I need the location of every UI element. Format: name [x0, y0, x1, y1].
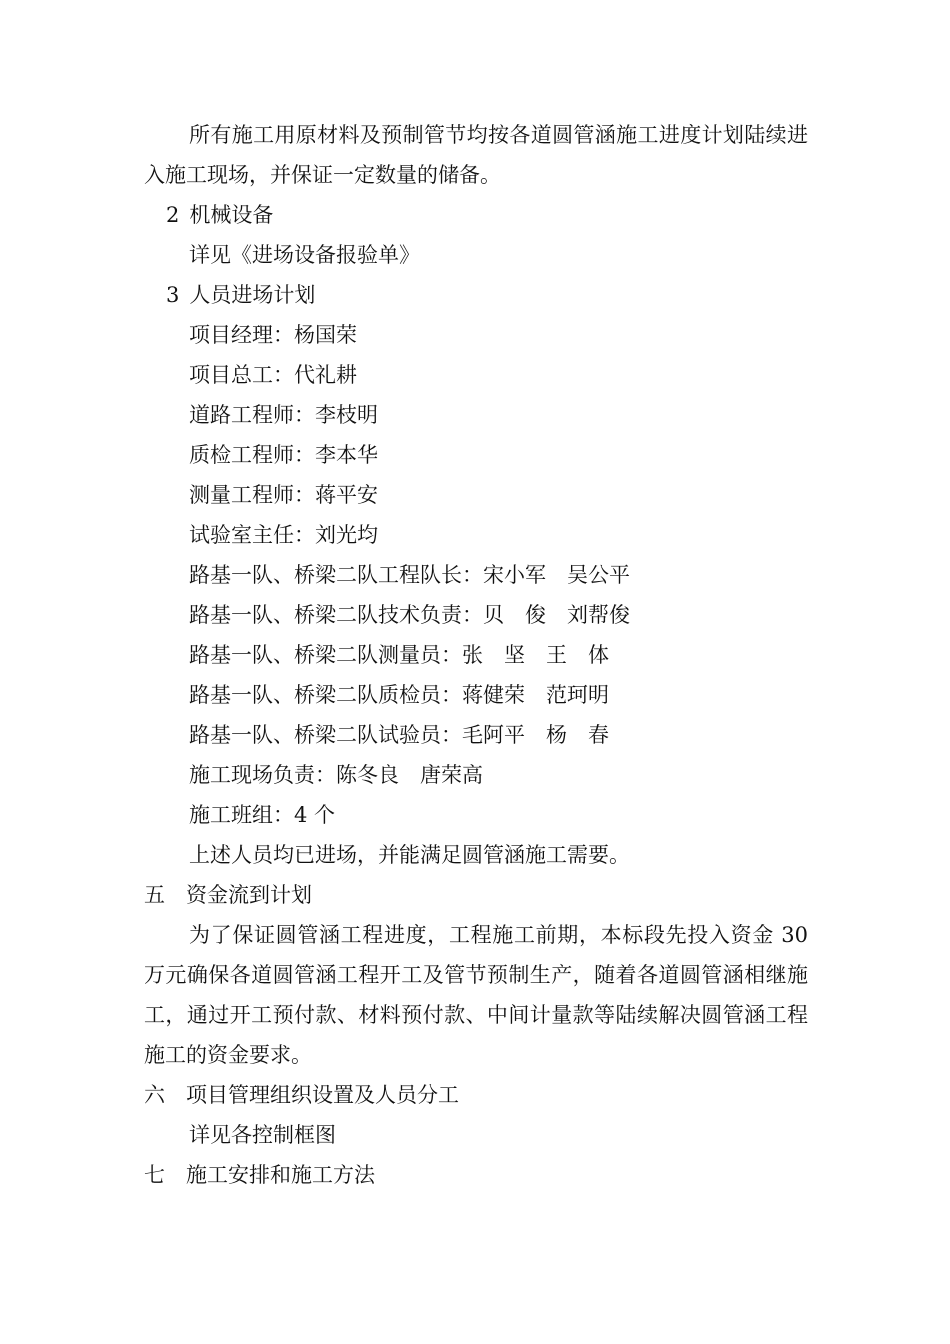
surveyor-name-a1: 张: [462, 643, 483, 667]
staff-project-manager: 项目经理：杨国荣: [189, 323, 357, 347]
tech-lead-name-a2: 俊: [525, 603, 546, 627]
section-5-title: 资金流到计划: [186, 883, 312, 907]
site-lead-name-a: 陈冬良: [336, 763, 399, 787]
section-6-body: 详见各控制框图: [189, 1123, 336, 1147]
staff-chief-engineer: 项目总工：代礼耕: [189, 363, 357, 387]
staff-survey-engineer: 测量工程师：蒋平安: [189, 483, 378, 507]
site-lead-name-b: 唐荣高: [420, 763, 483, 787]
team-leader-label: 路基一队、桥梁二队工程队长：: [189, 563, 483, 587]
section-2-title: 机械设备: [189, 203, 274, 227]
tech-lead-name-b: 刘帮俊: [567, 603, 630, 627]
staff-tester: [144, 715, 808, 755]
surveyor-name-b2: 体: [588, 643, 609, 667]
section-2-heading: [144, 195, 808, 235]
staff-lab-head: 试验室主任：刘光均: [189, 523, 378, 547]
document-body: [144, 115, 808, 1195]
tech-lead-name-a1: 贝: [483, 603, 504, 627]
staff-summary: 上述人员均已进场，并能满足圆管涵施工需要。: [189, 843, 630, 867]
section-6-number: 六: [144, 1083, 165, 1107]
team-leader-name-a: 宋小军: [483, 563, 546, 587]
section-7-title: 施工安排和施工方法: [186, 1163, 375, 1187]
staff-road-engineer: 道路工程师：李枝明: [189, 403, 378, 427]
materials-paragraph: 所有施工用原材料及预制管节均按各道圆管涵施工进度计划陆续进入施工现场，并保证一定数量的储备。: [144, 123, 808, 187]
staff-inspector: [144, 675, 808, 715]
tech-lead-label: 路基一队、桥梁二队技术负责：: [189, 603, 483, 627]
section-7-number: 七: [144, 1163, 165, 1187]
surveyor-label: 路基一队、桥梁二队测量员：: [189, 643, 462, 667]
section-5-heading: [144, 875, 808, 915]
section-3-number: 3: [166, 283, 180, 307]
section-2-number: 2: [166, 203, 180, 227]
tester-name-a: 毛阿平: [462, 723, 525, 747]
section-6-heading: [144, 1075, 808, 1115]
section-7-heading: [144, 1155, 808, 1195]
section-3-title: 人员进场计划: [189, 283, 316, 307]
section-2-body: 详见《进场设备报验单》: [189, 243, 420, 267]
team-leader-name-b: 吴公平: [567, 563, 630, 587]
section-5-number: 五: [144, 883, 165, 907]
tester-label: 路基一队、桥梁二队试验员：: [189, 723, 462, 747]
staff-surveyor: [144, 635, 808, 675]
site-lead-label: 施工现场负责：: [189, 763, 336, 787]
inspector-name-b: 范珂明: [546, 683, 609, 707]
tester-name-b2: 春: [588, 723, 609, 747]
staff-crews: 施工班组：4 个: [189, 803, 336, 827]
staff-site-lead: [144, 755, 808, 795]
inspector-name-a: 蒋健荣: [462, 683, 525, 707]
inspector-label: 路基一队、桥梁二队质检员：: [189, 683, 462, 707]
surveyor-name-a2: 坚: [504, 643, 525, 667]
staff-tech-lead: [144, 595, 808, 635]
surveyor-name-b1: 王: [546, 643, 567, 667]
tester-name-b1: 杨: [546, 723, 567, 747]
staff-team-leader: [144, 555, 808, 595]
section-5-body: 为了保证圆管涵工程进度，工程施工前期，本标段先投入资金 30 万元确保各道圆管涵工程开工及管节预制生产，随着各道圆管涵相继施工，通过开工预付款、材料预付款、中间计量款等陆续解决圆管涵工程施工的资金要求。: [144, 923, 808, 1067]
section-3-heading: [144, 275, 808, 315]
section-6-title: 项目管理组织设置及人员分工: [186, 1083, 459, 1107]
staff-qc-engineer: 质检工程师：李本华: [189, 443, 378, 467]
